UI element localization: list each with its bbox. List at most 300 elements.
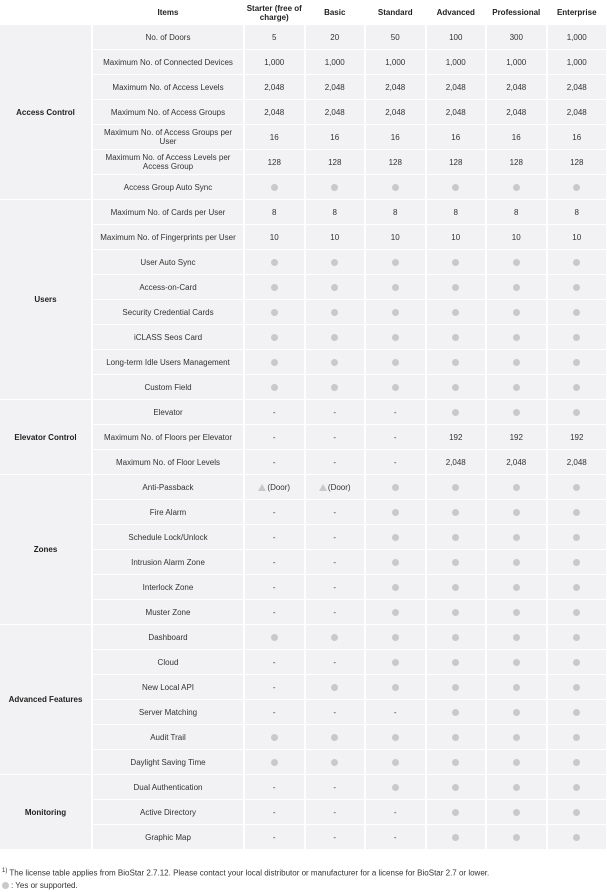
supported-dot-icon — [573, 509, 580, 516]
supported-cell — [426, 475, 487, 500]
unsupported-cell: - — [305, 700, 366, 725]
unsupported-cell: - — [365, 800, 426, 825]
supported-cell — [547, 550, 607, 575]
value-cell: 10 — [244, 225, 305, 250]
supported-cell — [365, 475, 426, 500]
supported-dot-icon — [331, 759, 338, 766]
supported-dot-icon — [452, 684, 459, 691]
table-row — [0, 325, 607, 350]
footnote-marker: 1) — [2, 868, 7, 874]
feature-label: Access Group Auto Sync — [92, 175, 244, 200]
supported-cell — [486, 325, 547, 350]
value-cell: 1,000 — [244, 50, 305, 75]
supported-dot-icon — [452, 734, 459, 741]
supported-cell — [365, 675, 426, 700]
supported-dot-icon — [452, 634, 459, 641]
supported-dot-icon — [513, 184, 520, 191]
supported-cell — [365, 725, 426, 750]
value-cell: 10 — [486, 225, 547, 250]
feature-label: Maximum No. of Floors per Elevator — [92, 425, 244, 450]
unsupported-cell: - — [244, 425, 305, 450]
feature-label: Server Matching — [92, 700, 244, 725]
supported-dot-icon — [513, 784, 520, 791]
supported-dot-icon — [271, 634, 278, 641]
supported-cell — [547, 750, 607, 775]
supported-cell — [426, 625, 487, 650]
supported-dot-icon — [513, 334, 520, 341]
supported-dot-icon — [392, 659, 399, 666]
feature-label: Maximum No. of Access Levels — [92, 75, 244, 100]
supported-dot-icon — [392, 309, 399, 316]
supported-dot-icon — [331, 684, 338, 691]
feature-label: Dual Authentication — [92, 775, 244, 800]
partial-note: (Door) — [267, 483, 290, 492]
feature-label: iCLASS Seos Card — [92, 325, 244, 350]
supported-dot-icon — [452, 759, 459, 766]
supported-cell — [486, 775, 547, 800]
table-row — [0, 475, 607, 500]
supported-cell — [244, 350, 305, 375]
unsupported-cell: - — [305, 500, 366, 525]
category-cell: Elevator Control — [0, 400, 92, 475]
supported-cell — [486, 350, 547, 375]
table-row — [0, 125, 607, 150]
value-cell: 8 — [305, 200, 366, 225]
supported-cell — [486, 675, 547, 700]
supported-dot-icon — [452, 334, 459, 341]
feature-label: New Local API — [92, 675, 244, 700]
supported-cell — [365, 500, 426, 525]
table-row — [0, 275, 607, 300]
unsupported-cell: - — [244, 575, 305, 600]
feature-label: Maximum No. of Fingerprints per User — [92, 225, 244, 250]
value-cell: 16 — [305, 125, 366, 150]
supported-dot-icon — [392, 384, 399, 391]
unsupported-cell: - — [244, 825, 305, 850]
supported-dot-icon — [452, 559, 459, 566]
supported-dot-icon — [573, 609, 580, 616]
supported-dot-icon — [452, 409, 459, 416]
unsupported-cell: - — [365, 425, 426, 450]
supported-cell — [426, 800, 487, 825]
value-cell: 8 — [244, 200, 305, 225]
supported-dot-icon — [452, 309, 459, 316]
supported-dot-icon — [513, 284, 520, 291]
supported-cell — [486, 400, 547, 425]
value-cell: 16 — [244, 125, 305, 150]
unsupported-cell: - — [305, 450, 366, 475]
supported-cell — [547, 500, 607, 525]
value-cell: 2,048 — [486, 100, 547, 125]
supported-cell — [426, 650, 487, 675]
supported-dot-icon — [392, 684, 399, 691]
supported-cell — [305, 175, 366, 200]
supported-dot-icon — [513, 559, 520, 566]
supported-dot-icon — [271, 734, 278, 741]
supported-dot-icon — [271, 284, 278, 291]
value-cell: 16 — [426, 125, 487, 150]
feature-label: Audit Trail — [92, 725, 244, 750]
supported-dot-icon — [513, 759, 520, 766]
value-cell: 16 — [486, 125, 547, 150]
supported-dot-icon — [573, 684, 580, 691]
table-row — [0, 225, 607, 250]
supported-dot-icon — [573, 409, 580, 416]
value-cell: 2,048 — [486, 450, 547, 475]
supported-dot-icon — [513, 734, 520, 741]
unsupported-cell: - — [365, 700, 426, 725]
supported-dot-icon — [392, 509, 399, 516]
supported-cell — [486, 650, 547, 675]
table-row — [0, 75, 607, 100]
supported-cell — [547, 775, 607, 800]
supported-dot-icon — [513, 809, 520, 816]
value-cell: 2,048 — [305, 100, 366, 125]
supported-cell — [244, 175, 305, 200]
category-cell: Advanced Features — [0, 625, 92, 775]
supported-cell — [486, 825, 547, 850]
supported-cell — [547, 250, 607, 275]
feature-label: Fire Alarm — [92, 500, 244, 525]
supported-dot-icon — [513, 359, 520, 366]
supported-cell — [547, 675, 607, 700]
supported-dot-icon — [513, 409, 520, 416]
value-cell: 2,048 — [365, 100, 426, 125]
supported-cell — [305, 675, 366, 700]
supported-dot-icon — [513, 309, 520, 316]
unsupported-cell: - — [305, 575, 366, 600]
supported-dot-icon — [573, 634, 580, 641]
value-cell: 192 — [547, 425, 607, 450]
supported-dot-icon — [573, 784, 580, 791]
supported-cell — [305, 275, 366, 300]
unsupported-cell: - — [305, 825, 366, 850]
supported-cell — [486, 700, 547, 725]
feature-label: User Auto Sync — [92, 250, 244, 275]
value-cell: 2,048 — [426, 100, 487, 125]
header-standard: Standard — [365, 0, 426, 25]
table-row — [0, 100, 607, 125]
feature-label: Interlock Zone — [92, 575, 244, 600]
value-cell: 2,048 — [244, 75, 305, 100]
supported-cell — [547, 825, 607, 850]
value-cell: 1,000 — [305, 50, 366, 75]
value-cell: 10 — [547, 225, 607, 250]
supported-dot-icon — [513, 534, 520, 541]
feature-label: Cloud — [92, 650, 244, 675]
table-row — [0, 150, 607, 175]
supported-cell — [547, 625, 607, 650]
supported-dot-icon — [392, 184, 399, 191]
feature-label: Maximum No. of Cards per User — [92, 200, 244, 225]
unsupported-cell: - — [244, 450, 305, 475]
supported-dot-icon — [573, 359, 580, 366]
supported-dot-icon — [331, 634, 338, 641]
supported-cell — [547, 475, 607, 500]
supported-dot-icon — [392, 584, 399, 591]
supported-dot-icon — [573, 184, 580, 191]
feature-label: Maximum No. of Access Groups — [92, 100, 244, 125]
supported-dot-icon — [392, 284, 399, 291]
supported-cell — [426, 750, 487, 775]
value-cell: 8 — [426, 200, 487, 225]
table-row — [0, 525, 607, 550]
value-cell: 128 — [547, 150, 607, 175]
table-row — [0, 825, 607, 850]
supported-dot-icon — [452, 584, 459, 591]
supported-cell — [305, 725, 366, 750]
supported-cell — [244, 250, 305, 275]
value-cell: 16 — [547, 125, 607, 150]
supported-dot-icon — [513, 484, 520, 491]
table-row — [0, 775, 607, 800]
supported-dot-icon — [513, 509, 520, 516]
value-cell: 2,048 — [426, 450, 487, 475]
supported-dot-icon — [573, 659, 580, 666]
table-body — [0, 25, 607, 850]
table-row — [0, 675, 607, 700]
table-row — [0, 700, 607, 725]
supported-dot-icon — [573, 559, 580, 566]
feature-label: Maximum No. of Access Levels per Access Group — [92, 150, 244, 175]
supported-dot-icon — [392, 759, 399, 766]
supported-cell — [426, 825, 487, 850]
supported-dot-icon — [392, 534, 399, 541]
unsupported-cell: - — [305, 425, 366, 450]
supported-dot-icon — [331, 384, 338, 391]
supported-dot-icon — [573, 584, 580, 591]
supported-dot-icon — [271, 309, 278, 316]
supported-cell — [426, 325, 487, 350]
supported-dot-icon — [452, 509, 459, 516]
value-cell: 10 — [365, 225, 426, 250]
supported-cell — [365, 300, 426, 325]
supported-cell — [486, 300, 547, 325]
supported-cell — [547, 300, 607, 325]
supported-cell — [486, 175, 547, 200]
supported-cell — [305, 750, 366, 775]
header-enterprise: Enterprise — [547, 0, 607, 25]
supported-dot-icon — [573, 484, 580, 491]
supported-dot-icon — [392, 359, 399, 366]
supported-dot-icon — [452, 184, 459, 191]
value-cell: 2,048 — [244, 100, 305, 125]
feature-label: Schedule Lock/Unlock — [92, 525, 244, 550]
unsupported-cell: - — [305, 650, 366, 675]
table-row — [0, 300, 607, 325]
supported-dot-icon — [573, 534, 580, 541]
feature-label: Graphic Map — [92, 825, 244, 850]
category-cell: Users — [0, 200, 92, 400]
value-cell: 192 — [486, 425, 547, 450]
value-cell: 192 — [426, 425, 487, 450]
supported-dot-icon — [452, 534, 459, 541]
table-row — [0, 800, 607, 825]
supported-dot-icon — [392, 734, 399, 741]
supported-cell — [547, 700, 607, 725]
supported-dot-icon — [513, 609, 520, 616]
supported-cell — [305, 325, 366, 350]
value-cell: 20 — [305, 25, 366, 50]
value-cell: 1,000 — [426, 50, 487, 75]
partial-triangle-icon — [258, 484, 266, 491]
table-row — [0, 50, 607, 75]
footnotes — [2, 865, 489, 892]
supported-cell — [486, 750, 547, 775]
value-cell: 8 — [547, 200, 607, 225]
supported-cell — [305, 350, 366, 375]
supported-cell — [426, 700, 487, 725]
supported-cell — [547, 175, 607, 200]
unsupported-cell: - — [305, 400, 366, 425]
supported-cell — [244, 625, 305, 650]
header-basic: Basic — [305, 0, 366, 25]
value-cell: 300 — [486, 25, 547, 50]
supported-dot-icon — [331, 359, 338, 366]
supported-dot-icon — [392, 634, 399, 641]
supported-cell — [426, 300, 487, 325]
supported-cell — [547, 400, 607, 425]
supported-cell — [426, 725, 487, 750]
value-cell: 5 — [244, 25, 305, 50]
value-cell: 128 — [244, 150, 305, 175]
supported-dot-icon — [452, 834, 459, 841]
table-row — [0, 25, 607, 50]
supported-dot-icon — [392, 334, 399, 341]
supported-cell — [426, 375, 487, 400]
supported-dot-icon — [392, 259, 399, 266]
supported-cell — [426, 400, 487, 425]
supported-cell — [365, 525, 426, 550]
value-cell: 8 — [365, 200, 426, 225]
supported-dot-icon — [271, 184, 278, 191]
supported-cell — [547, 650, 607, 675]
supported-cell — [244, 750, 305, 775]
supported-cell — [244, 375, 305, 400]
table-row — [0, 650, 607, 675]
table-row — [0, 575, 607, 600]
supported-cell — [426, 250, 487, 275]
supported-dot-icon — [331, 184, 338, 191]
feature-label: Anti-Passback — [92, 475, 244, 500]
supported-cell — [426, 500, 487, 525]
supported-dot-icon — [392, 484, 399, 491]
supported-dot-icon — [573, 734, 580, 741]
value-cell: 128 — [426, 150, 487, 175]
value-cell: 50 — [365, 25, 426, 50]
supported-cell — [486, 500, 547, 525]
supported-dot-icon — [452, 809, 459, 816]
supported-dot-icon — [513, 259, 520, 266]
unsupported-cell: - — [365, 450, 426, 475]
supported-dot-icon — [452, 384, 459, 391]
supported-cell — [365, 275, 426, 300]
supported-dot-icon — [573, 284, 580, 291]
supported-dot-icon — [513, 834, 520, 841]
value-cell: 2,048 — [547, 75, 607, 100]
unsupported-cell: - — [244, 800, 305, 825]
feature-label: Intrusion Alarm Zone — [92, 550, 244, 575]
value-cell: 16 — [365, 125, 426, 150]
header-starter: Starter (free of charge) — [244, 0, 305, 25]
value-cell: 128 — [365, 150, 426, 175]
value-cell: 2,048 — [486, 75, 547, 100]
supported-cell — [426, 175, 487, 200]
supported-dot-icon — [513, 634, 520, 641]
unsupported-cell: - — [305, 525, 366, 550]
supported-dot-icon — [573, 334, 580, 341]
supported-cell — [305, 250, 366, 275]
value-cell: 2,048 — [365, 75, 426, 100]
supported-dot-icon — [452, 484, 459, 491]
supported-cell — [244, 275, 305, 300]
supported-dot-icon — [573, 309, 580, 316]
feature-label: Elevator — [92, 400, 244, 425]
supported-dot-icon — [331, 734, 338, 741]
supported-dot-icon — [392, 559, 399, 566]
supported-cell — [547, 575, 607, 600]
supported-cell — [244, 300, 305, 325]
supported-dot-icon — [331, 334, 338, 341]
supported-dot-icon — [513, 384, 520, 391]
supported-cell — [365, 650, 426, 675]
header-professional: Professional — [486, 0, 547, 25]
supported-dot-icon — [452, 609, 459, 616]
supported-cell — [547, 375, 607, 400]
supported-cell — [426, 350, 487, 375]
supported-cell — [486, 550, 547, 575]
supported-cell — [547, 800, 607, 825]
value-cell: 10 — [305, 225, 366, 250]
table-row — [0, 725, 607, 750]
supported-cell — [365, 600, 426, 625]
unsupported-cell: - — [305, 775, 366, 800]
supported-dot-icon — [573, 834, 580, 841]
feature-label: Long-term Idle Users Management — [92, 350, 244, 375]
value-cell: 2,048 — [305, 75, 366, 100]
table-row — [0, 500, 607, 525]
supported-cell — [547, 350, 607, 375]
supported-cell — [365, 625, 426, 650]
unsupported-cell: - — [244, 775, 305, 800]
table-row — [0, 250, 607, 275]
supported-cell — [547, 725, 607, 750]
footnote-text: The license table applies from BioStar 2.7.12. Please contact your local distributor or manufacturer for a license for BioStar 2.7 or lower. — [9, 869, 489, 878]
supported-cell — [365, 550, 426, 575]
table-row — [0, 175, 607, 200]
supported-cell — [365, 575, 426, 600]
supported-dot-icon — [513, 709, 520, 716]
supported-cell — [365, 750, 426, 775]
supported-cell — [547, 325, 607, 350]
table-row — [0, 350, 607, 375]
table-header — [0, 0, 607, 25]
supported-dot-icon — [271, 259, 278, 266]
table-row — [0, 600, 607, 625]
supported-cell — [426, 575, 487, 600]
category-cell: Access Control — [0, 25, 92, 200]
supported-cell — [486, 375, 547, 400]
supported-cell — [486, 475, 547, 500]
feature-label: Active Directory — [92, 800, 244, 825]
supported-cell — [244, 725, 305, 750]
supported-cell — [365, 175, 426, 200]
header-advanced: Advanced — [426, 0, 487, 25]
unsupported-cell: - — [244, 525, 305, 550]
feature-label: Muster Zone — [92, 600, 244, 625]
feature-label: Daylight Saving Time — [92, 750, 244, 775]
supported-dot-icon — [513, 584, 520, 591]
